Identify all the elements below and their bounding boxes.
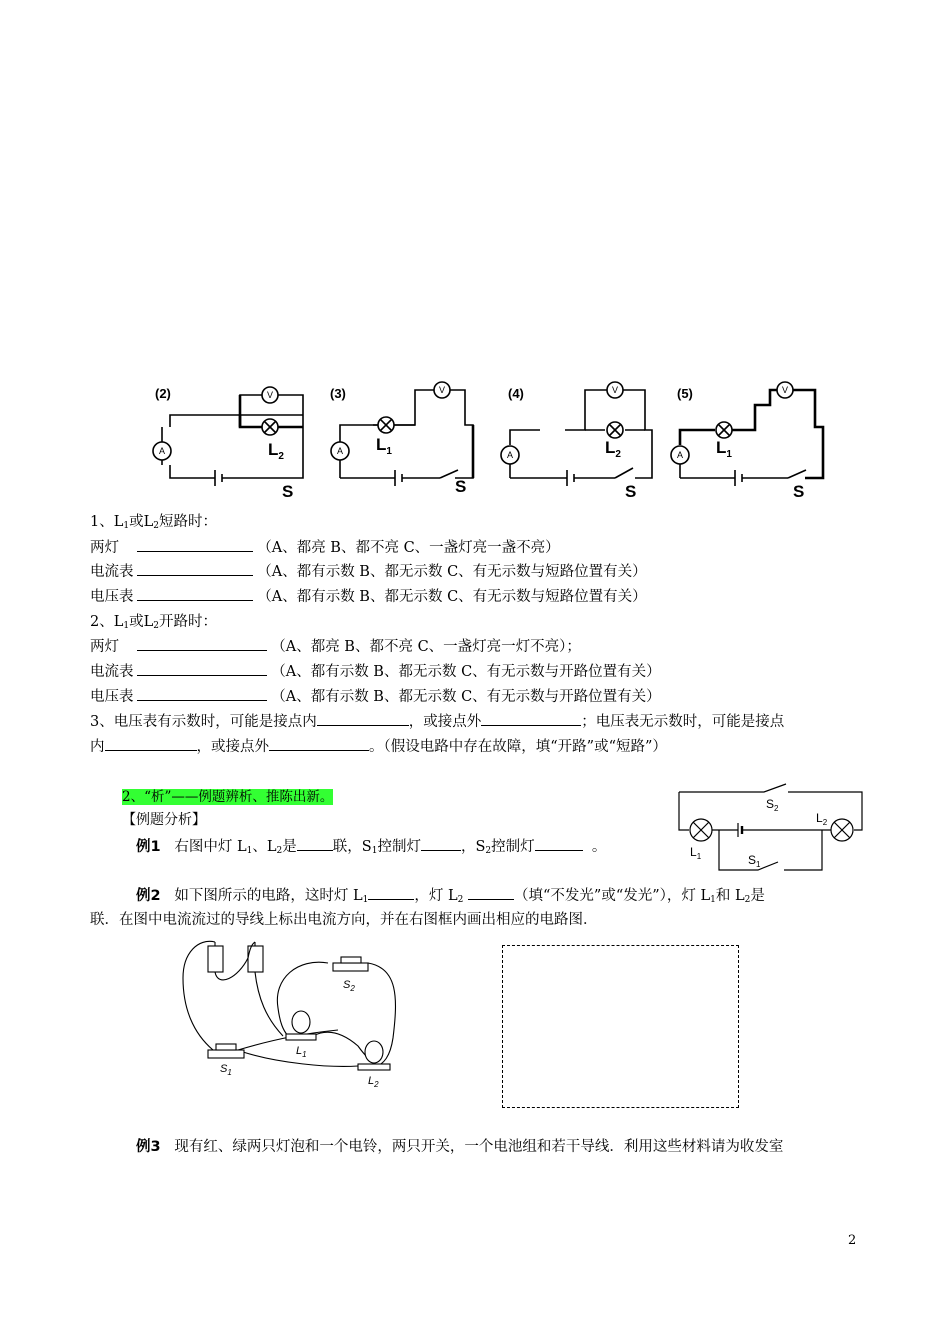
circuit-5 [671, 382, 823, 486]
answer-blank[interactable] [468, 885, 514, 900]
q3-line2: 内 ，或接点外 。（假设电路中存在故障，填“开路”或“短路”） [90, 736, 667, 757]
answer-blank[interactable] [368, 885, 414, 900]
switch-label: S [625, 482, 637, 501]
q1-row-lamps: 两灯 （A、都亮 B、都不亮 C、一盏灯亮一盏不亮） [90, 537, 560, 558]
phys-l2-label: $L_2$ [368, 1075, 379, 1089]
circuit-4-label: (4) [508, 386, 524, 401]
circuit-diagrams [140, 375, 840, 505]
q3-line1: 3、电压表有示数时，可能是接点内 ，或接点外 ；电压表无示数时，可能是接点 [90, 711, 784, 732]
voltmeter-symbol: V [611, 385, 619, 395]
circuit-2-label: (2) [155, 386, 171, 401]
example-2-physical-circuit [178, 938, 408, 1090]
answer-blank[interactable] [269, 736, 369, 751]
answer-blank[interactable] [105, 736, 197, 751]
circuit-2 [153, 387, 303, 486]
voltmeter-symbol: V [266, 390, 274, 400]
answer-blank[interactable] [137, 636, 267, 651]
phys-s2-label: $S_2$ [343, 979, 355, 993]
q2-row-voltmeter: 电压表 （A、都有示数 B、都无示数 C、有无示数与开路位置有关） [90, 686, 661, 707]
answer-blank[interactable] [317, 711, 409, 726]
drawing-answer-box[interactable] [502, 945, 739, 1108]
example-3: 例3 现有红、绿两只灯泡和一个电铃，两只开关，一个电池组和若干导线．利用这些材料请为收发室 [136, 1139, 784, 1155]
answer-blank[interactable] [137, 561, 253, 576]
answer-blank[interactable] [297, 836, 333, 851]
answer-blank[interactable] [421, 836, 461, 851]
switch-label: S [455, 477, 467, 496]
circuit-3 [331, 382, 473, 486]
section-subheading: 【例题分析】 [122, 812, 206, 828]
answer-blank[interactable] [535, 836, 583, 851]
example-1-diagram [676, 780, 866, 880]
ammeter-symbol: A [506, 450, 514, 460]
switch-label: S [282, 482, 294, 501]
l1-label: $L_1$ [690, 845, 702, 861]
lamp-label: $L_1$ [716, 438, 732, 460]
switch-label: S [793, 482, 805, 501]
q2-row-lamps: 两灯 （A、都亮 B、都不亮 C、一盏灯亮一灯不亮）； [90, 636, 581, 657]
q1-row-ammeter: 电流表 （A、都有示数 B、都无示数 C、有无示数与短路位置有关） [90, 561, 647, 582]
ammeter-symbol: A [158, 446, 166, 456]
lamp-label: $L_2$ [605, 438, 621, 460]
voltmeter-symbol: V [438, 385, 446, 395]
ammeter-symbol: A [676, 450, 684, 460]
circuit-5-label: (5) [677, 386, 693, 401]
page-number: 2 [848, 1233, 857, 1248]
answer-blank[interactable] [137, 686, 267, 701]
example-1: 例1 右图中灯 $L_1$、$L_2$是 联，$S_1$控制灯 ，$S_2$控制灯 。 [136, 836, 606, 861]
q2-title: 2、$L_1$或$L_2$开路时： [90, 614, 217, 631]
l2-label: $L_2$ [816, 811, 828, 827]
ammeter-symbol: A [336, 446, 344, 456]
example-2-line1: 例2 如下图所示的电路，这时灯 $L_1$ ，灯 $L_2$ （填“不发光”或“发光”），灯 $L_1$和 $L_2$是 [136, 885, 765, 910]
s2-label: $S_2$ [766, 797, 779, 813]
example-2-line2: 联．在图中电流流过的导线上标出电流方向，并在右图框内画出相应的电路图． [90, 912, 598, 928]
lamp-label: $L_2$ [268, 440, 284, 462]
answer-blank[interactable] [137, 537, 253, 552]
s1-label: $S_1$ [748, 853, 761, 869]
voltmeter-symbol: V [781, 385, 789, 395]
phys-s1-label: $S_1$ [220, 1063, 232, 1077]
circuit-3-label: (3) [330, 386, 346, 401]
answer-blank[interactable] [481, 711, 581, 726]
q1-title: 1、$L_1$或$L_2$短路时： [90, 514, 217, 531]
phys-l1-label: $L_1$ [296, 1045, 307, 1059]
answer-blank[interactable] [137, 586, 253, 601]
section-heading: 2、“析”——例题辨析、推陈出新。 [122, 789, 334, 805]
lamp-label: $L_1$ [376, 435, 392, 457]
q1-row-voltmeter: 电压表 （A、都有示数 B、都无示数 C、有无示数与短路位置有关） [90, 586, 647, 607]
answer-blank[interactable] [137, 661, 267, 676]
q2-row-ammeter: 电流表 （A、都有示数 B、都无示数 C、有无示数与开路位置有关） [90, 661, 661, 682]
